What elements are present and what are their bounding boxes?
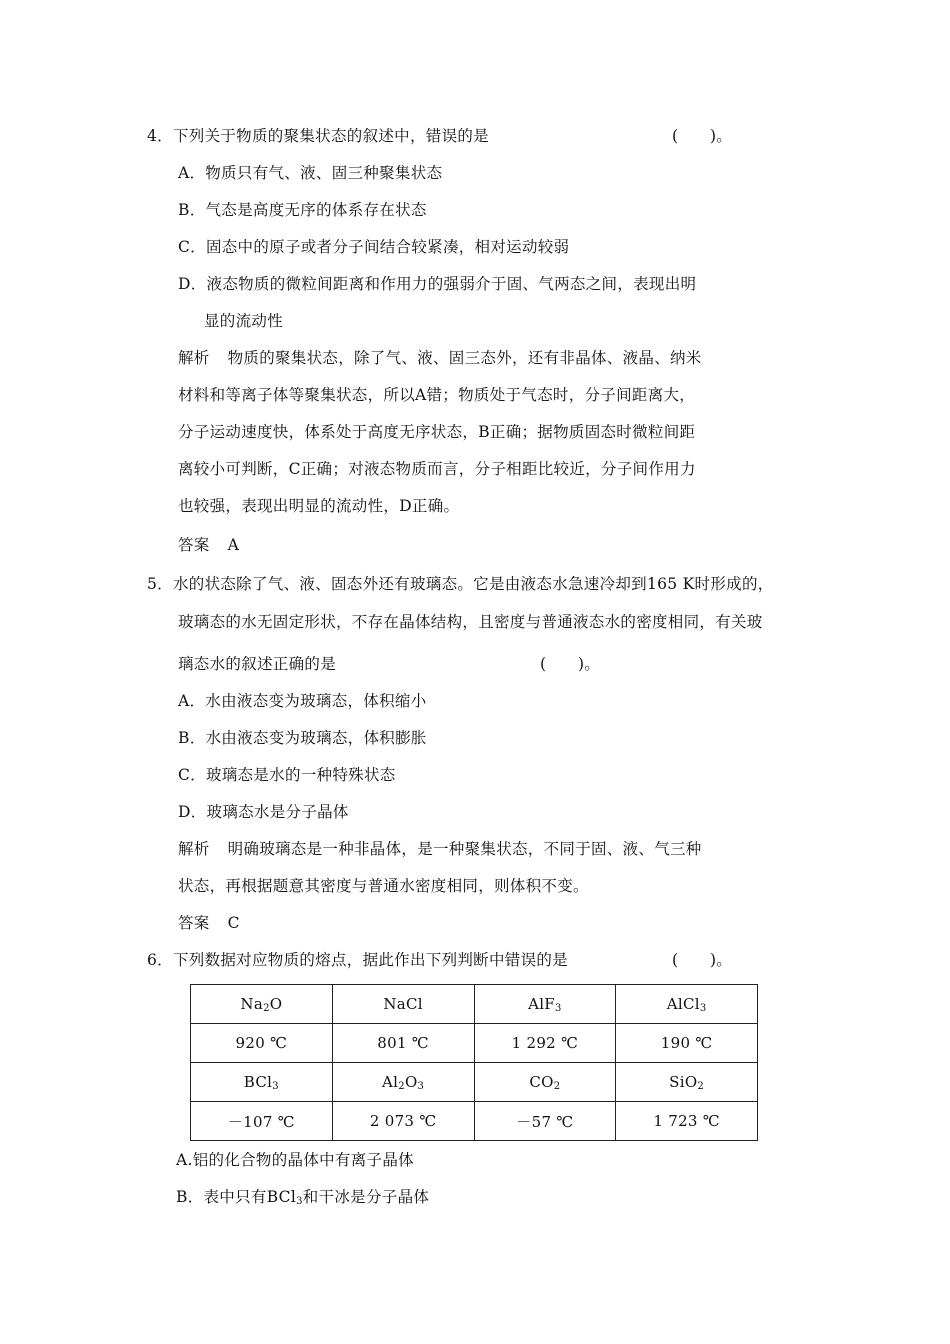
q4-answer-value: A <box>227 536 240 554</box>
q6-stem-text: 下列数据对应物质的熔点，据此作出下列判断中错误的是 <box>172 951 568 969</box>
table-cell-value: 801 ℃ <box>332 1024 474 1063</box>
table-cell-value: 1 292 ℃ <box>474 1024 616 1063</box>
q5-number: 5． <box>147 575 173 593</box>
q4-option-c: C．固态中的原子或者分子间结合较紧凑，相对运动较弱 <box>178 238 570 256</box>
table-row <box>191 1102 758 1141</box>
q5-option-b: B．水由液态变为玻璃态，体积膨胀 <box>178 729 427 747</box>
q4-analysis-label: 解析 <box>178 349 210 367</box>
table-cell-formula: $Al_2O_3$ <box>332 1063 474 1102</box>
q6-option-b: B．表中只有BCl$_3$和干冰是分子晶体 <box>176 1188 430 1207</box>
table-row <box>191 1063 758 1102</box>
table-cell-value: 2 073 ℃ <box>332 1102 474 1141</box>
table-cell-value: －107 ℃ <box>191 1102 333 1141</box>
table-cell-formula: $Na_2O$ <box>191 985 333 1024</box>
q5-answer-bracket: ( )。 <box>540 655 601 673</box>
q5-stem-line-2: 玻璃态的水无固定形状，不存在晶体结构，且密度与普通液态水的密度相同，有关玻 <box>178 613 763 631</box>
q4-answer <box>178 535 239 555</box>
q4-analysis-line-5: 也较强，表现出明显的流动性，D正确。 <box>178 497 460 515</box>
q6-stem <box>147 950 568 970</box>
table-cell-formula: $CO_2$ <box>474 1063 616 1102</box>
q5-answer <box>178 913 240 933</box>
table-cell-value: －57 ℃ <box>474 1102 616 1141</box>
q4-stem-text: 下列关于物质的聚集状态的叙述中，错误的是 <box>172 127 489 145</box>
q5-stem-text-1: 水的状态除了气、液、固态外还有玻璃态。它是由液态水急速冷却到165 K时形成的， <box>172 575 774 593</box>
q4-option-d-cont: 显的流动性 <box>204 312 284 330</box>
q5-option-d: D．玻璃态水是分子晶体 <box>178 803 349 821</box>
table-cell-formula: AlCl$_3$ <box>616 985 758 1024</box>
q5-analysis-text-1: 明确玻璃态是一种非晶体，是一种聚集状态，不同于固、液、气三种 <box>227 840 702 858</box>
q4-stem <box>147 126 489 146</box>
table-cell-formula: NaCl <box>332 985 474 1024</box>
q4-answer-label: 答案 <box>178 536 210 554</box>
q5-stem-line-1 <box>147 574 774 594</box>
table-row <box>191 1024 758 1063</box>
q4-analysis-line-3: 分子运动速度快，体系处于高度无序状态，B正确；据物质固态时微粒间距 <box>178 423 696 441</box>
q4-analysis-line-4: 离较小可判断，C正确；对液态物质而言，分子相距比较近，分子间作用力 <box>178 460 696 478</box>
table-cell-value: 920 ℃ <box>191 1024 333 1063</box>
q5-analysis-line-2: 状态，再根据题意其密度与普通水密度相同，则体积不变。 <box>178 877 589 895</box>
table-cell-value: 190 ℃ <box>616 1024 758 1063</box>
q5-option-c: C．玻璃态是水的一种特殊状态 <box>178 766 396 784</box>
q4-answer-bracket: ( )。 <box>672 127 733 145</box>
q6-option-a: A.铝的化合物的晶体中有离子晶体 <box>176 1151 414 1169</box>
melting-point-table <box>190 984 758 1141</box>
q5-analysis-line-1 <box>178 839 702 859</box>
q5-analysis-label: 解析 <box>178 840 210 858</box>
table-cell-formula: AlF$_3$ <box>474 985 616 1024</box>
q5-answer-value: C <box>227 914 240 932</box>
q6-number: 6． <box>147 951 173 969</box>
q4-option-d: D．液态物质的微粒间距离和作用力的强弱介于固、气两态之间，表现出明 <box>178 275 697 293</box>
table-row <box>191 985 758 1024</box>
q4-analysis-line-2: 材料和等离子体等聚集状态，所以A错；物质处于气态时，分子间距离大， <box>178 386 696 404</box>
q5-stem-line-3: 璃态水的叙述正确的是 <box>178 655 337 673</box>
q4-option-b: B．气态是高度无序的体系存在状态 <box>178 201 427 219</box>
table-cell-value: 1 723 ℃ <box>616 1102 758 1141</box>
q4-analysis-line-1 <box>178 348 702 368</box>
q5-option-a: A．水由液态变为玻璃态，体积缩小 <box>178 692 427 710</box>
q6-answer-bracket: ( )。 <box>672 951 733 969</box>
q4-option-a: A．物质只有气、液、固三种聚集状态 <box>178 164 443 182</box>
table-cell-formula: SiO$_2$ <box>616 1063 758 1102</box>
table-cell-formula: BCl$_3$ <box>191 1063 333 1102</box>
q4-number: 4． <box>147 127 173 145</box>
q5-answer-label: 答案 <box>178 914 210 932</box>
q4-analysis-text-1: 物质的聚集状态，除了气、液、固三态外，还有非晶体、液晶、纳米 <box>227 349 702 367</box>
